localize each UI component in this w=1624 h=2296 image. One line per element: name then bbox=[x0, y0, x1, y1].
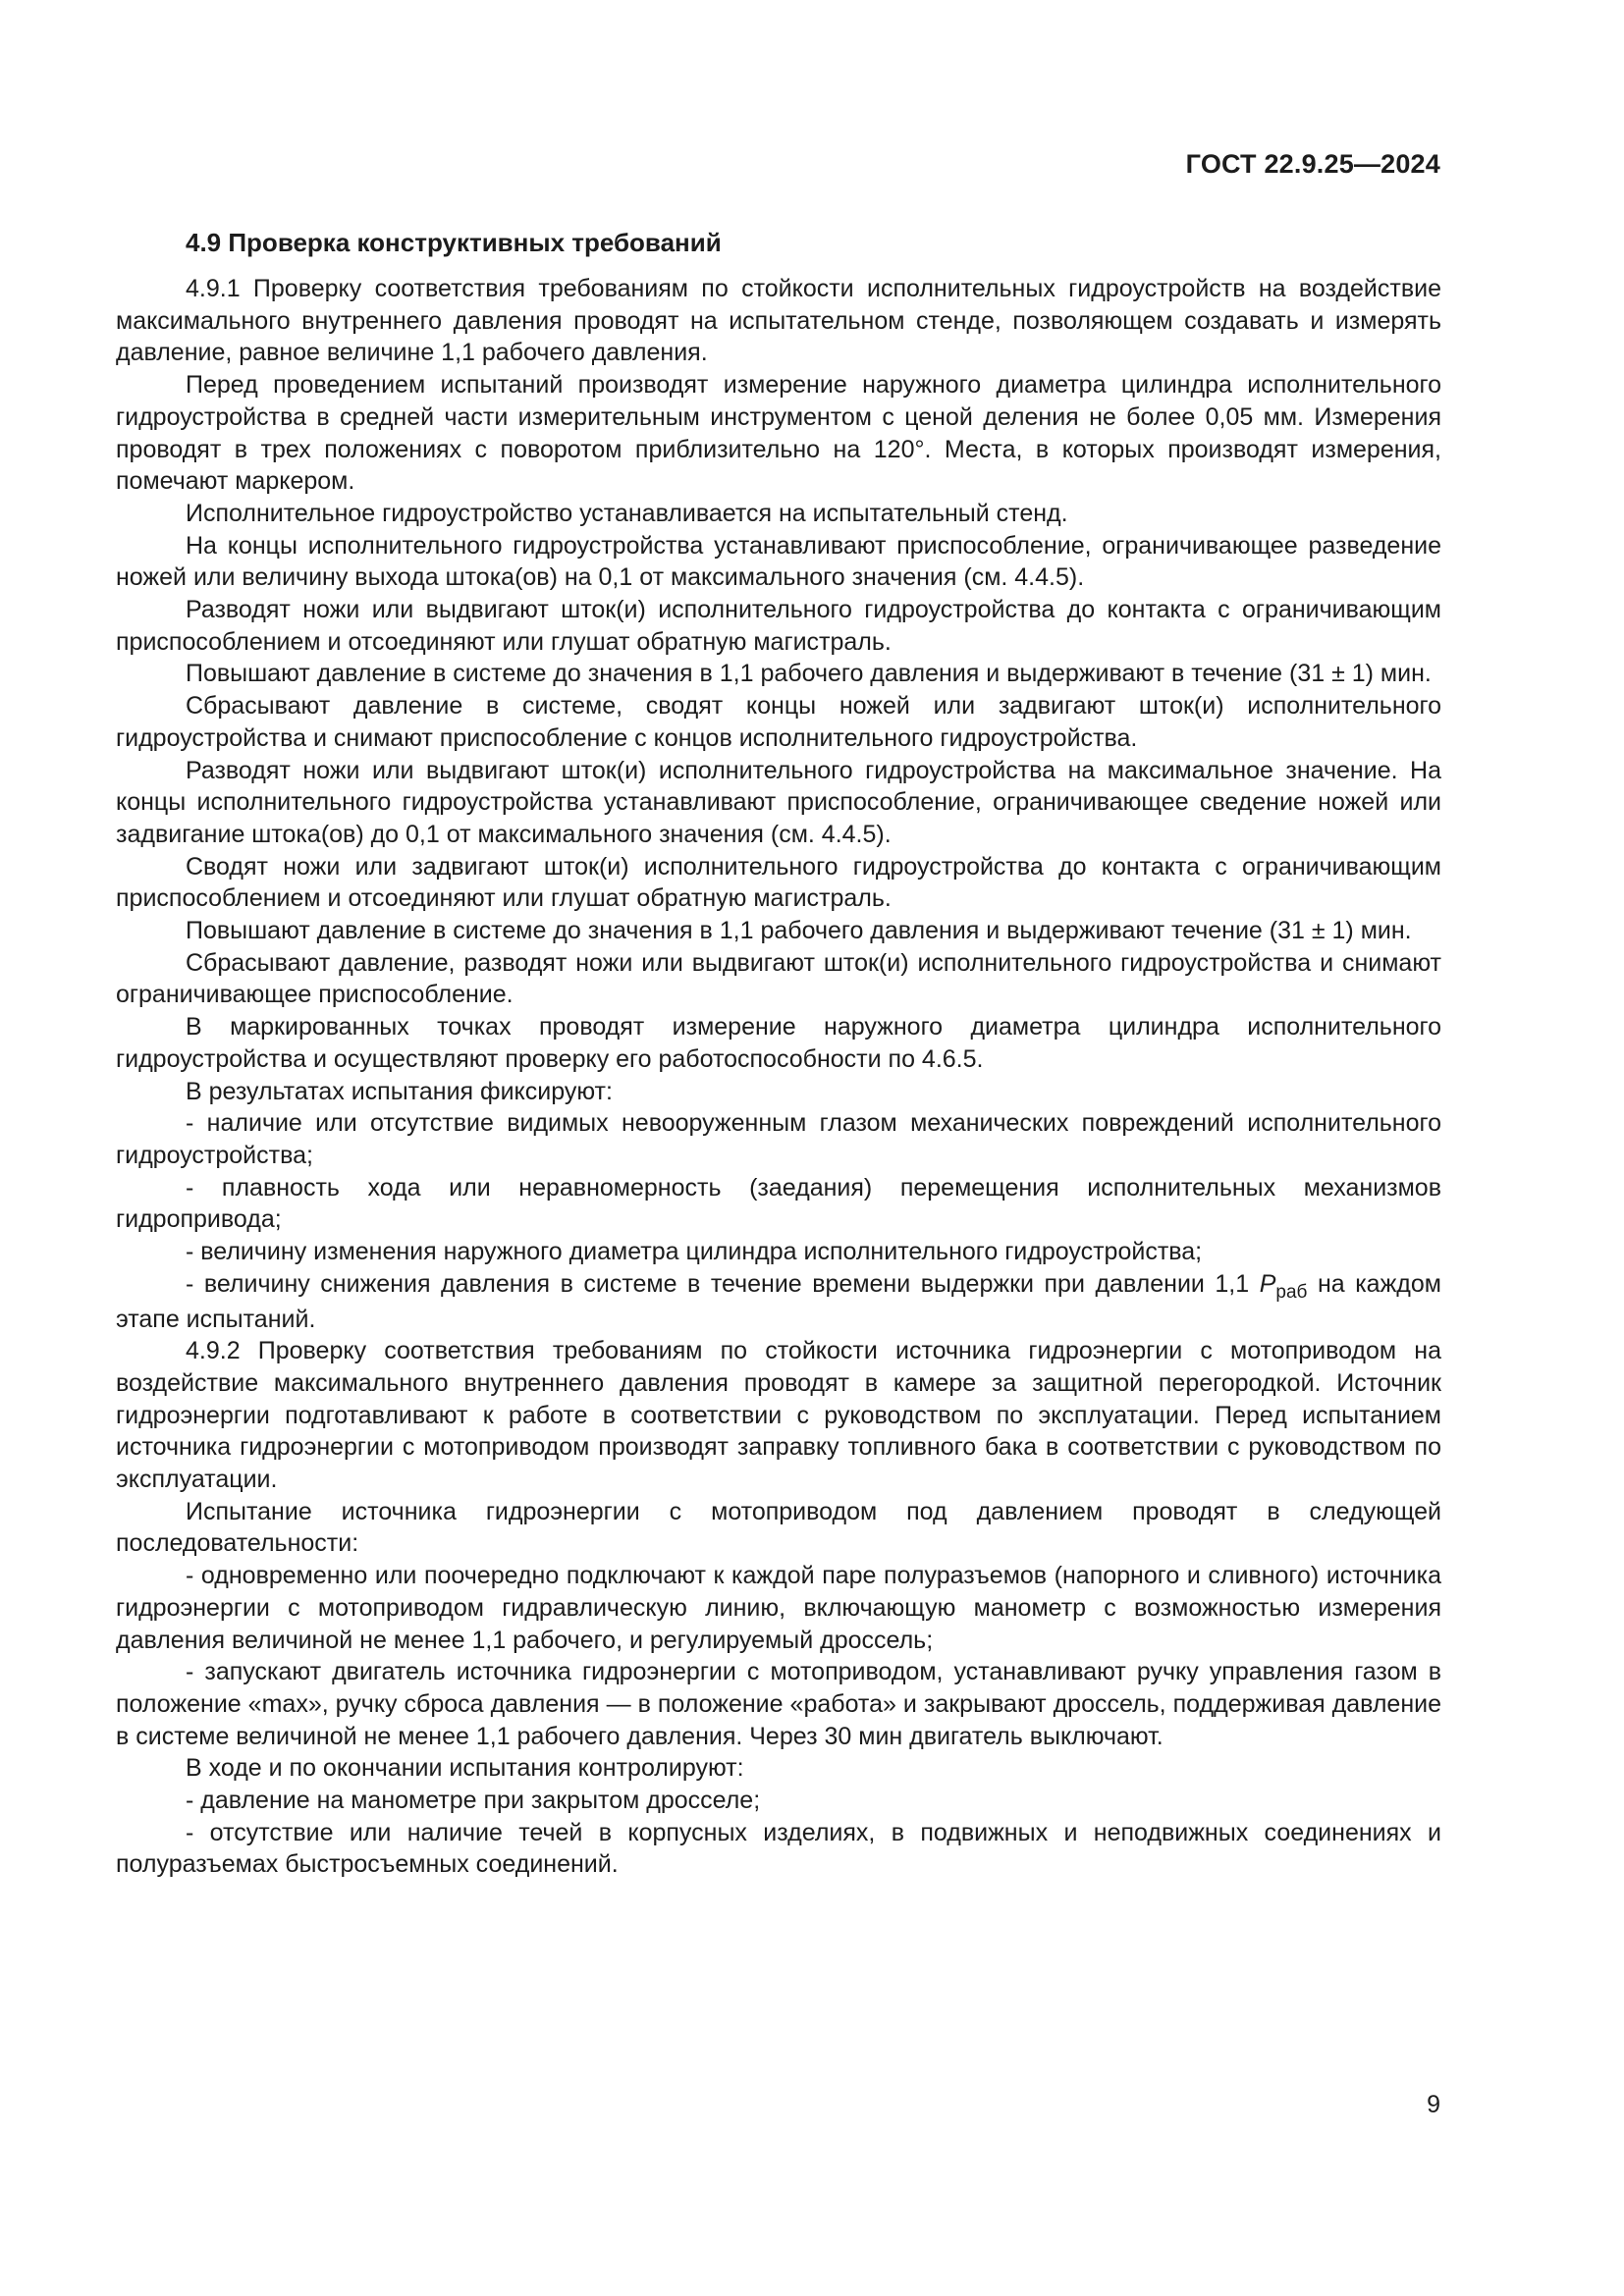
list-item: - наличие или отсутствие видимых невооруженным глазом механических повреждений исполнительного гидроустройства; bbox=[116, 1109, 1441, 1169]
page-number: 9 bbox=[1427, 2091, 1440, 2118]
list-item: - плавность хода или неравномерность (заедания) перемещения исполнительных механизмов гидропривода; bbox=[116, 1173, 1441, 1234]
paragraph: Повышают давление в системе до значения в 1,1 рабочего давления и выдерживают течение (31 ± 1) мин. bbox=[186, 917, 1412, 945]
pressure-item-tail: на каждом этапе испытаний. bbox=[116, 1269, 1441, 1333]
paragraph: Разводят ножи или выдвигают шток(и) исполнительного гидроустройства на максимальное значение. На концы исполнительного гидроустройства устанавливают приспособление, ограничивающее сведение ножей или задвигание штока(ов) до 0,1 от максимального значения (см. 4.4.5). bbox=[116, 756, 1441, 848]
paragraph: В маркированных точках проводят измерение наружного диаметра цилиндра исполнительного гидроустройства и осуществляют проверку его работоспособности по 4.6.5. bbox=[116, 1013, 1441, 1073]
paragraph: Перед проведением испытаний производят измерение наружного диаметра цилиндра исполнительного гидроустройства в средней части измерительным инструментом с ценой деления не более 0,05 мм. Измерения проводят в трех положениях с поворотом приблизительно на 120°. Места, в которых производят измерения, помечают маркером. bbox=[116, 371, 1441, 496]
section-body bbox=[116, 226, 1441, 1881]
list-item-pressure bbox=[116, 1268, 1441, 1335]
paragraph: На концы исполнительного гидроустройства устанавливают приспособление, ограничивающее разведение ножей или величину выхода штока(ов) на 0,1 от максимального значения (см. 4.4.5). bbox=[116, 531, 1441, 592]
paragraph: Разводят ножи или выдвигают шток(и) исполнительного гидроустройства до контакта с ограничивающим приспособлением и отсоединяют или глушат обратную магистраль. bbox=[116, 596, 1441, 656]
paragraph: 4.9.1 Проверку соответствия требованиям по стойкости исполнительных гидроустройств на воздействие максимального внутреннего давления проводят на испытательном стенде, позволяющем создавать и измерять давление, равное величине 1,1 рабочего давления. bbox=[116, 275, 1441, 367]
list-item: - отсутствие или наличие течей в корпусных изделиях, в подвижных и неподвижных соединениях и полуразъемах быстросъемных соединений. bbox=[116, 1818, 1441, 1879]
paragraph: Повышают давление в системе до значения в 1,1 рабочего давления и выдерживают в течение (31 ± 1) мин. bbox=[186, 660, 1432, 688]
paragraph: Сбрасывают давление, разводят ножи или выдвигают шток(и) исполнительного гидроустройства и снимают ограничивающее приспособление. bbox=[116, 948, 1441, 1009]
pressure-item-text: - величину снижения давления в системе в течение времени выдержки при давлении 1,1 bbox=[186, 1269, 1260, 1298]
paragraph: Исполнительное гидроустройство устанавливается на испытательный стенд. bbox=[186, 499, 1068, 527]
paragraph: Сводят ножи или задвигают шток(и) исполнительного гидроустройства до контакта с ограничивающим приспособлением и отсоединяют или глушат обратную магистраль. bbox=[116, 852, 1441, 913]
pressure-symbol: P bbox=[1259, 1269, 1276, 1298]
list-item: - величину изменения наружного диаметра цилиндра исполнительного гидроустройства; bbox=[186, 1238, 1203, 1266]
section-heading: 4.9 Проверка конструктивных требований bbox=[186, 228, 722, 257]
pressure-subscript: раб bbox=[1275, 1281, 1308, 1303]
list-item: - давление на манометре при закрытом дросселе; bbox=[186, 1787, 761, 1815]
paragraph: В результатах испытания фиксируют: bbox=[186, 1077, 613, 1105]
document-code: ГОСТ 22.9.25—2024 bbox=[1185, 149, 1440, 179]
paragraph: 4.9.2 Проверку соответствия требованиям по стойкости источника гидроэнергии с мотоприводом на воздействие максимального внутреннего давления проводят в камере за защитной перегородкой. Источник гидроэнергии подготавливают к работе в соответствии с руководством по эксплуатации. Перед испытанием источника гидроэнергии с мотоприводом производят заправку топливного бака в соответствии с руководством по эксплуатации. bbox=[116, 1337, 1441, 1494]
paragraph: В ходе и по окончании испытания контролируют: bbox=[186, 1754, 744, 1783]
paragraph: Испытание источника гидроэнергии с мотоприводом под давлением проводят в следующей последовательности: bbox=[116, 1497, 1441, 1558]
paragraph: Сбрасывают давление в системе, сводят концы ножей или задвигают шток(и) исполнительного гидроустройства и снимают приспособление с концов исполнительного гидроустройства. bbox=[116, 692, 1441, 752]
list-item: - запускают двигатель источника гидроэнергии с мотоприводом, устанавливают ручку управления газом в положение «max», ручку сброса давления — в положение «работа» и закрывают дроссель, поддерживая давление в системе величиной не менее 1,1 рабочего давления. Через 30 мин двигатель выключают. bbox=[116, 1658, 1441, 1750]
list-item: - одновременно или поочередно подключают к каждой паре полуразъемов (напорного и сливного) источника гидроэнергии с мотоприводом гидравлическую линию, включающую манометр с возможностью измерения давления величиной не менее 1,1 рабочего, и регулируемый дроссель; bbox=[116, 1562, 1441, 1654]
